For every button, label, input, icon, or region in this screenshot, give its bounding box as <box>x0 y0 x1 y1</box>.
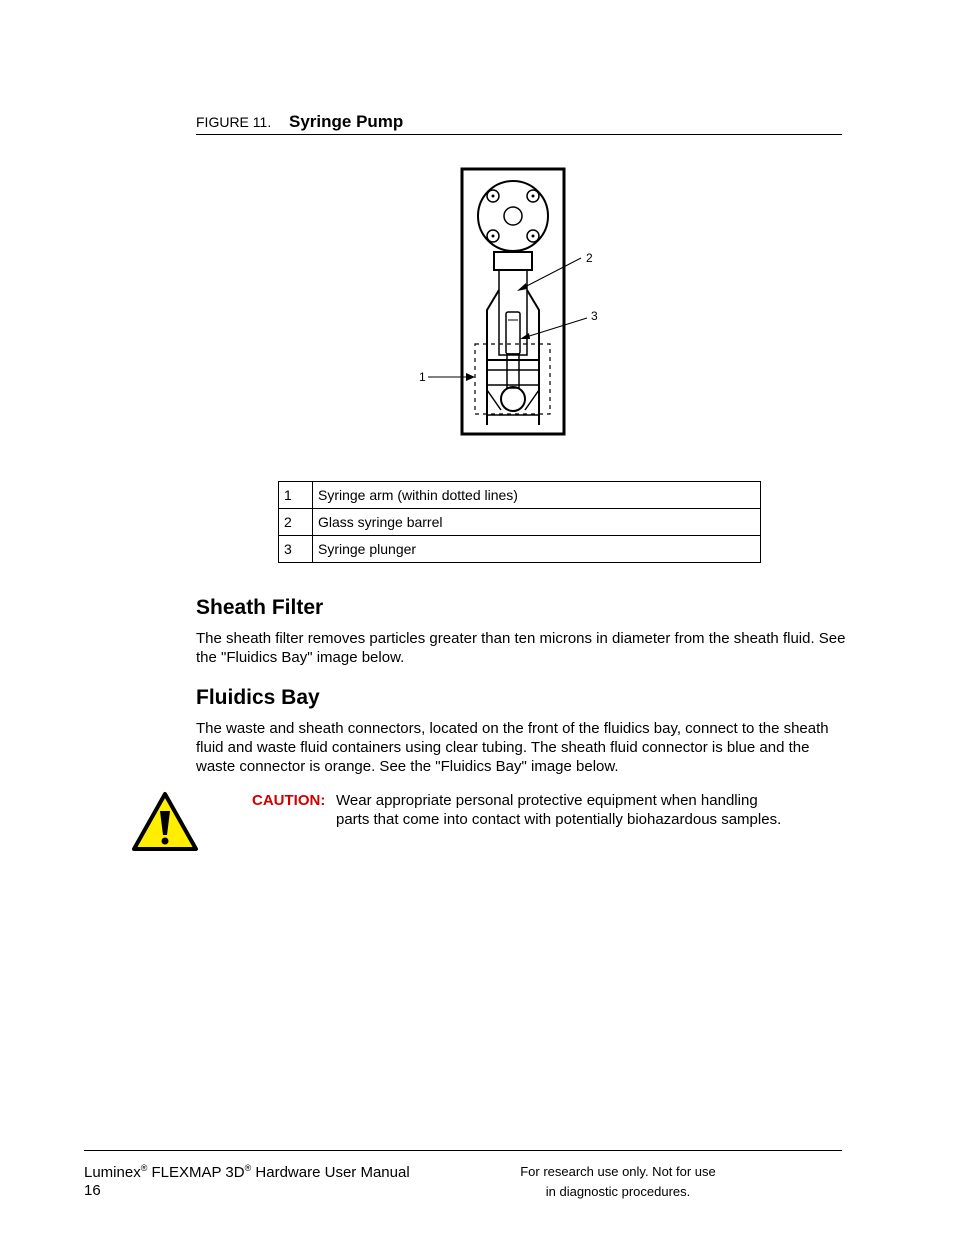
figure-caption <box>196 112 842 135</box>
legend-number: 1 <box>279 482 313 509</box>
sheath-filter-heading: Sheath Filter <box>196 596 324 619</box>
syringe-pump-figure <box>405 160 635 445</box>
table-row <box>279 536 761 563</box>
caution-label: CAUTION: <box>252 792 326 809</box>
caution-text: Wear appropriate personal protective equipment when handling parts that come into contact with potentially biohazardous samples. <box>336 792 782 828</box>
fluidics-bay-body: The waste and sheath connectors, located on the front of the fluidics bay, connect to the sheath fluid and waste fluid containers using clear tubing. The sheath fluid connector is blue and the waste connector is orange. See the "Fluidics Bay" image below. <box>196 720 829 775</box>
fluidics-bay-heading: Fluidics Bay <box>196 686 320 709</box>
table-row <box>279 482 761 509</box>
legend-number: 3 <box>279 536 313 563</box>
footer-product: FLEXMAP 3D <box>151 1164 245 1181</box>
page-number: 16 <box>84 1182 101 1199</box>
footer-title-rest: Hardware User Manual <box>255 1164 410 1181</box>
legend-text: Glass syringe barrel <box>313 509 761 536</box>
footer-manual-title <box>84 1163 410 1181</box>
footer-notice-line2: in diagnostic procedures. <box>545 1184 691 1199</box>
callout-3: 3 <box>591 309 598 323</box>
figure-label: FIGURE 11. <box>196 114 272 130</box>
callout-2: 2 <box>586 251 593 265</box>
footer-brand: Luminex <box>84 1164 141 1181</box>
legend-text: Syringe plunger <box>313 536 761 563</box>
callout-1: 1 <box>419 370 426 384</box>
legend-number: 2 <box>279 509 313 536</box>
figure-legend-table <box>278 481 761 563</box>
footer-divider <box>84 1150 842 1151</box>
sheath-filter-body: The sheath filter removes particles greater than ten microns in diameter from the sheath fluid. See the "Fluidics Bay" image below. <box>196 630 846 666</box>
footer-notice-line1: For research use only. Not for use <box>520 1164 716 1179</box>
figure-title: Syringe Pump <box>289 112 404 131</box>
legend-text: Syringe arm (within dotted lines) <box>313 482 761 509</box>
registered-mark: ® <box>244 1163 252 1173</box>
registered-mark: ® <box>140 1163 148 1173</box>
table-row <box>279 509 761 536</box>
syringe-pump-diagram <box>405 160 635 445</box>
footer-notice <box>503 1162 733 1202</box>
warning-triangle-icon <box>131 791 199 858</box>
